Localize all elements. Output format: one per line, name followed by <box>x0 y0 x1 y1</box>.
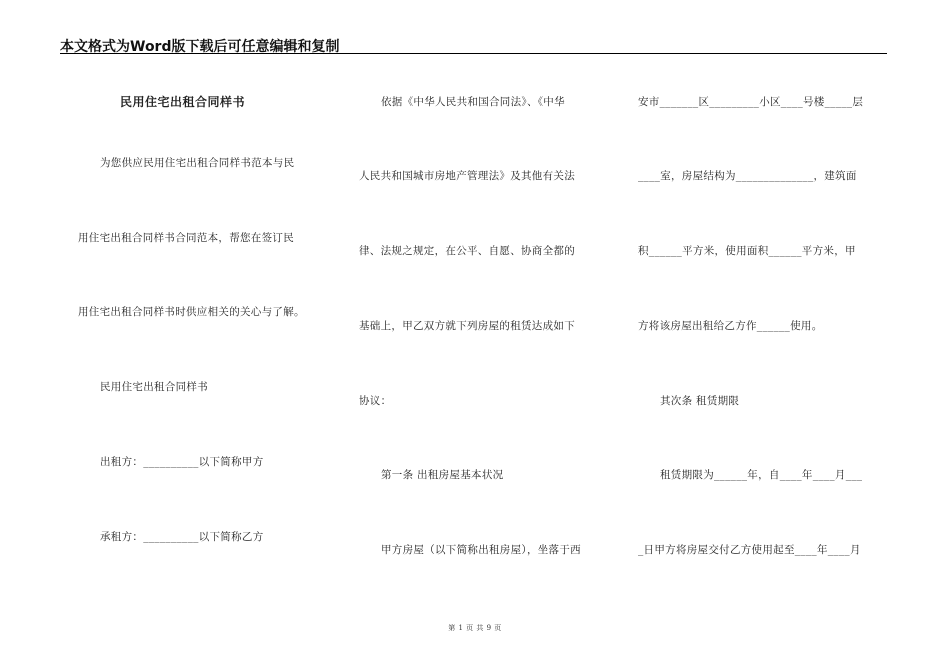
header-divider <box>60 53 887 54</box>
document-title: 民用住宅出租合同样书 <box>120 95 246 109</box>
paragraph-line: 用住宅出租合同样书时供应相关的关心与了解。 <box>78 306 305 318</box>
document-header: 本文格式为Word版下载后可任意编辑和复制 <box>60 39 340 55</box>
paragraph-line: 安市_______区_________小区____号楼_____层 <box>638 96 864 108</box>
paragraph-line: 律、法规之规定，在公平、自愿、协商全都的 <box>359 245 575 257</box>
paragraph-line: 方将该房屋出租给乙方作______使用。 <box>638 320 823 332</box>
article-heading: 第一条 出租房屋基本状况 <box>381 469 504 481</box>
paragraph-line: _日甲方将房屋交付乙方使用起至____年____月 <box>638 544 861 556</box>
page-number: 第 1 页 共 9 页 <box>448 624 502 632</box>
paragraph-line: 用住宅出租合同样书合同范本，帮您在签订民 <box>78 232 294 244</box>
paragraph-line: 积______平方米，使用面积______平方米，甲 <box>638 245 856 257</box>
paragraph-line: 甲方房屋（以下简称出租房屋），坐落于西 <box>381 544 581 556</box>
paragraph-line: 人民共和国城市房地产管理法》及其他有关法 <box>359 170 575 182</box>
article-heading: 其次条 租赁期限 <box>660 395 740 407</box>
paragraph-line: ____室，房屋结构为______________，建筑面 <box>638 170 857 182</box>
paragraph-line: 基础上，甲乙双方就下列房屋的租赁达成如下 <box>359 320 575 332</box>
lessor-line: 出租方：__________以下简称甲方 <box>100 456 264 468</box>
paragraph-line: 为您供应民用住宅出租合同样书范本与民 <box>100 157 295 169</box>
paragraph-line: 民用住宅出租合同样书 <box>100 381 208 393</box>
paragraph-line: 依据《中华人民共和国合同法》、《中华 <box>381 96 565 108</box>
paragraph-line: 租赁期限为______年，自____年____月___ <box>660 469 863 481</box>
paragraph-line: 协议： <box>359 395 392 407</box>
lessee-line: 承租方：__________以下简称乙方 <box>100 531 264 543</box>
